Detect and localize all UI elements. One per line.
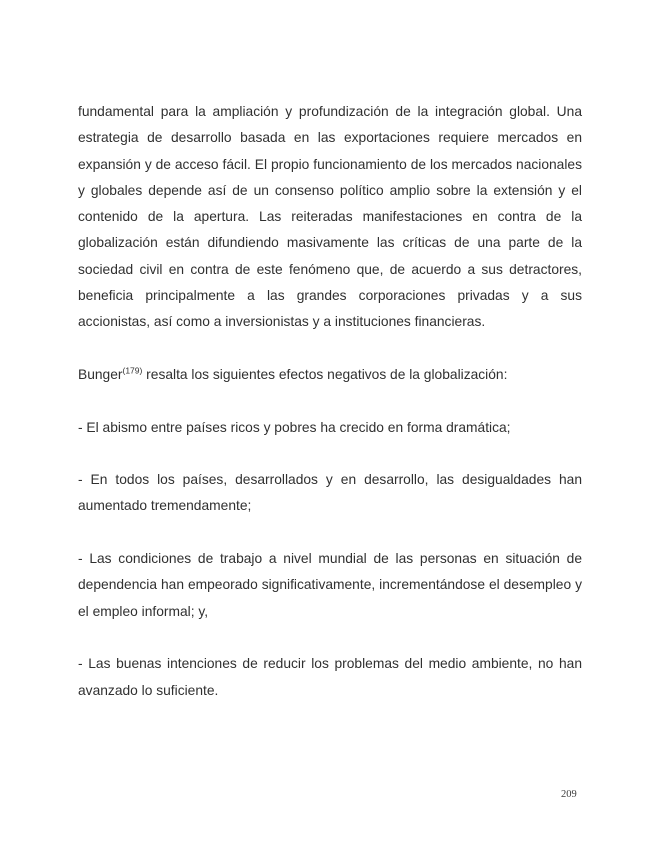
text-segment: - El abismo entre países ricos y pobres ha crecido en forma dramática;	[78, 419, 511, 435]
list-item	[78, 651, 582, 704]
text-segment: fundamental para la ampliación y profundización de la integración global. Una estrategia de desarrollo basada en las exportaciones requiere mercados en expansión y de acceso fácil. El propio funcionamiento de los mercados nacionales y globales depende así de un consenso político amplio sobre la extensión y el contenido de la apertura. Las reiteradas manifestaciones en contra de la globalización están difundiendo masivamente las críticas de una parte de la sociedad civil en contra de este fenómeno que, de acuerdo a sus detractores, beneficia principalmente a las grandes corporaciones privadas y a sus accionistas, así como a inversionistas y a instituciones financieras.	[78, 104, 582, 330]
text-segment: resalta los siguientes efectos negativos de la globalización:	[142, 366, 508, 382]
text-segment: - Las condiciones de trabajo a nivel mundial de las personas en situación de dependencia han empeorado significativamente, incrementándose el desempleo y el empleo informal; y,	[78, 551, 582, 619]
page-number: 209	[561, 789, 577, 800]
footnote-reference: (179)	[122, 365, 143, 376]
list-item	[78, 415, 582, 441]
text-segment: Bunger	[78, 366, 123, 382]
page-text-content	[78, 99, 582, 704]
body-paragraph	[78, 362, 582, 388]
text-segment: - En todos los países, desarrollados y en desarrollo, las desigualdades han aumentado tremendamente;	[78, 472, 582, 514]
list-item	[78, 467, 582, 520]
text-segment: - Las buenas intenciones de reducir los problemas del medio ambiente, no han avanzado lo suficiente.	[78, 656, 582, 698]
body-paragraph	[78, 99, 582, 336]
list-item	[78, 546, 582, 625]
